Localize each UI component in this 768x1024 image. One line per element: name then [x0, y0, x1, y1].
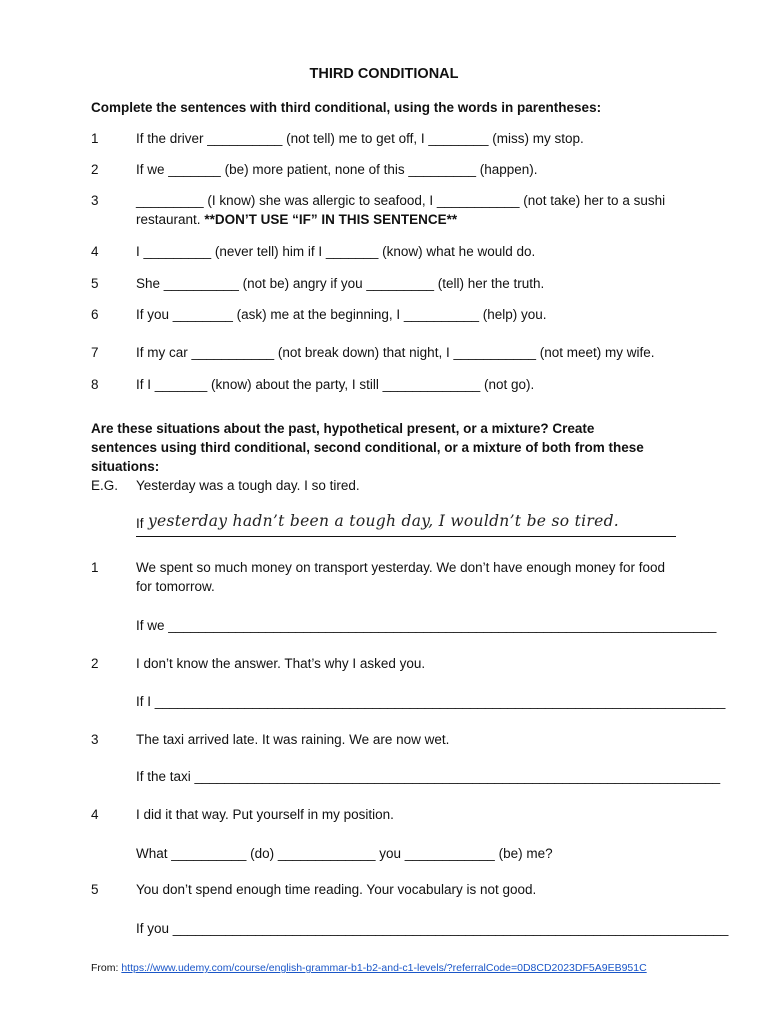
item-note: **DON’T USE “IF” IN THIS SENTENCE** [204, 212, 458, 227]
item-text: If my car ___________ (not break down) that night, I ___________ (not meet) my wife. [136, 345, 655, 360]
part1-instruction: Complete the sentences with third conditional, using the words in parentheses: [91, 100, 602, 115]
item-number: 8 [91, 377, 99, 392]
item-number: 2 [91, 656, 99, 671]
item-text: If we _______ (be) more patient, none of this _________ (happen). [136, 162, 538, 177]
exercise-item [91, 191, 681, 231]
example-answer-line [136, 514, 676, 537]
item-text-with-note [136, 191, 681, 229]
item-text: I did it that way. Put yourself in my position. [136, 807, 394, 822]
item-number: 3 [91, 193, 99, 208]
item-text: We spent so much money on transport yesterday. We don’t have enough money for food for tomorrow. [136, 560, 666, 594]
page-title: THIRD CONDITIONAL [309, 66, 459, 82]
item-number: 5 [91, 882, 99, 897]
item-number: 1 [91, 131, 99, 146]
item-number: 4 [91, 244, 99, 259]
footer-label: From: [91, 962, 122, 974]
exercise-item [91, 558, 681, 598]
handwritten-answer: yesterday hadn’t been a tough day, I wouldn’t be so tired. [148, 512, 620, 530]
item-text: I don’t know the answer. That’s why I asked you. [136, 656, 426, 671]
item-number: 7 [91, 345, 99, 360]
answer-line[interactable]: If I ____________________________________________________________________________ [136, 694, 726, 709]
item-text: You don’t spend enough time reading. Your vocabulary is not good. [136, 882, 537, 897]
item-number: 5 [91, 276, 99, 291]
answer-line[interactable]: If we _________________________________________________________________________ [136, 618, 717, 633]
example-text: Yesterday was a tough day. I so tired. [136, 478, 360, 493]
source-footer [91, 962, 647, 974]
item-text: I _________ (never tell) him if I _______ (know) what he would do. [136, 244, 536, 259]
item-number: 1 [91, 560, 99, 575]
part2-instruction: Are these situations about the past, hypothetical present, or a mixture? Create sentences using third conditional, second conditional, or a mixture of both from these situations: [91, 421, 644, 474]
item-text: She __________ (not be) angry if you _________ (tell) her the truth. [136, 276, 545, 291]
item-text: If I _______ (know) about the party, I still _____________ (not go). [136, 377, 535, 392]
item-text: The taxi arrived late. It was raining. We are now wet. [136, 732, 450, 747]
item-number: 3 [91, 732, 99, 747]
example-answer-prefix: If [136, 516, 144, 531]
item-number: 6 [91, 307, 99, 322]
answer-line[interactable]: If the taxi ______________________________________________________________________ [136, 769, 721, 784]
item-text: _________ (I know) she was allergic to seafood, I ___________ (not take) her to a sushi restaurant. [136, 193, 666, 227]
answer-line[interactable]: What __________ (do) _____________ you ____________ (be) me? [136, 846, 553, 861]
item-text: If you ________ (ask) me at the beginning, I __________ (help) you. [136, 307, 547, 322]
answer-line[interactable]: If you __________________________________________________________________________ [136, 921, 729, 936]
example-label: E.G. [91, 478, 119, 493]
source-link[interactable]: https://www.udemy.com/course/english-grammar-b1-b2-and-c1-levels/?referralCode=0D8CD2023DF5A9EB951C [121, 962, 647, 974]
item-number: 2 [91, 162, 99, 177]
item-text: If the driver __________ (not tell) me to get off, I ________ (miss) my stop. [136, 131, 584, 146]
item-number: 4 [91, 807, 99, 822]
